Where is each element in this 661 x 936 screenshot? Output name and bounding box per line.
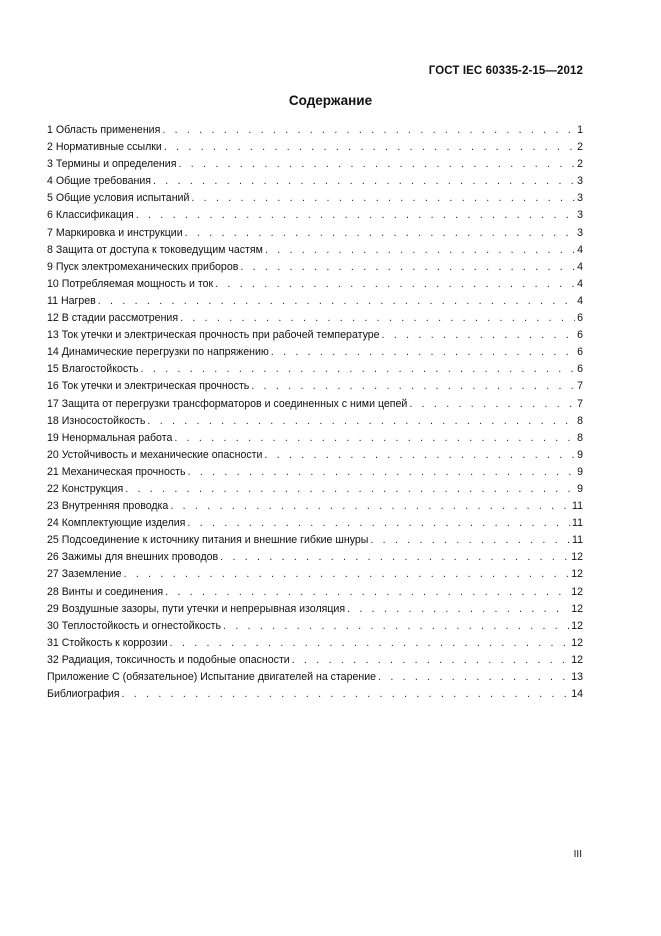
toc-dot-leader <box>271 344 575 361</box>
toc-entry-title: 20 Устойчивость и механические опасности <box>47 448 263 461</box>
toc-entry-page: 2 <box>577 158 583 171</box>
document-code: ГОСТ IEC 60335-2-15—2012 <box>428 65 583 77</box>
toc-entry-page: 3 <box>577 192 583 205</box>
toc-entry <box>47 652 583 669</box>
toc-dot-leader <box>191 190 575 207</box>
toc-entry-page: 6 <box>577 346 583 359</box>
toc-dot-leader <box>251 378 575 395</box>
toc-entry-page: 12 <box>571 568 583 581</box>
toc-dot-leader <box>165 584 569 601</box>
toc-entry-page: 6 <box>577 329 583 342</box>
toc-dot-leader <box>180 310 575 327</box>
toc-entry-title: 30 Теплостойкость и огнестойкость <box>47 619 222 632</box>
toc-entry <box>47 618 583 635</box>
toc-dot-leader <box>215 276 575 293</box>
toc-entry <box>47 601 583 618</box>
toc-entry-page: 12 <box>571 585 583 598</box>
toc-entry-page: 6 <box>577 363 583 376</box>
toc-entry-page: 12 <box>571 636 583 649</box>
toc-dot-leader <box>98 293 575 310</box>
toc-entry <box>47 361 583 378</box>
toc-entry-page: 12 <box>571 551 583 564</box>
toc-dot-leader <box>121 686 569 703</box>
toc-dot-leader <box>223 618 569 635</box>
toc-entry-page: 4 <box>577 277 583 290</box>
toc-entry-title: 8 Защита от доступа к токоведущим частям <box>47 243 263 256</box>
toc-entry-page: 12 <box>571 602 583 615</box>
toc-entry-title: 21 Механическая прочность <box>47 465 186 478</box>
toc-entry-title: 29 Воздушные зазоры, пути утечки и непрерывная изоляция <box>47 602 346 615</box>
toc-entry-page: 14 <box>571 688 583 701</box>
toc-entry-page: 3 <box>577 175 583 188</box>
toc-entry <box>47 481 583 498</box>
toc-entry <box>47 635 583 652</box>
toc-entry <box>47 566 583 583</box>
toc-dot-leader <box>185 225 575 242</box>
toc-entry-title: 22 Конструкция <box>47 482 124 495</box>
toc-entry-page: 3 <box>577 209 583 222</box>
toc-entry <box>47 242 583 259</box>
toc-dot-leader <box>370 532 570 549</box>
toc-dot-leader <box>292 652 569 669</box>
toc-entry-title: 11 Нагрев <box>47 294 96 307</box>
toc-dot-leader <box>170 635 570 652</box>
toc-entry <box>47 259 583 276</box>
toc-entry <box>47 686 583 703</box>
toc-dot-leader <box>264 447 575 464</box>
toc-dot-leader <box>220 549 569 566</box>
toc-entry-title: Библиография <box>47 688 120 701</box>
toc-entry-title: 1 Область применения <box>47 124 161 136</box>
toc-entry-page: 7 <box>577 397 583 410</box>
toc-entry-page: 9 <box>577 448 583 461</box>
toc-entry-title: 26 Зажимы для внешних проводов <box>47 551 219 564</box>
toc-dot-leader <box>147 413 575 430</box>
toc-dot-leader <box>162 122 575 139</box>
toc-entry-title: 14 Динамические перегрузки по напряжению <box>47 346 269 359</box>
toc-entry-page: 6 <box>577 312 583 325</box>
toc-entry-title: 16 Ток утечки и электрическая прочность <box>47 380 250 393</box>
toc-entry-page: 12 <box>571 619 583 632</box>
toc-entry <box>47 344 583 361</box>
toc-entry-page: 12 <box>571 653 583 666</box>
toc-entry-page: 7 <box>577 380 583 393</box>
toc-entry-page: 9 <box>577 482 583 495</box>
toc-entry-title: 31 Стойкость к коррозии <box>47 636 168 649</box>
toc-entry-page: 4 <box>577 260 583 273</box>
toc-entry <box>47 396 583 413</box>
toc-entry <box>47 378 583 395</box>
toc-entry-title: 10 Потребляемая мощность и ток <box>47 277 214 290</box>
toc-entry <box>47 532 583 549</box>
toc-dot-leader <box>170 498 570 515</box>
toc-entry-page: 11 <box>572 517 583 530</box>
toc-entry-page: 9 <box>577 465 583 478</box>
toc-entry <box>47 190 583 207</box>
toc-entry <box>47 413 583 430</box>
toc-entry-title: 13 Ток утечки и электрическая прочность при рабочей температуре <box>47 329 380 342</box>
toc-entry-title: 7 Маркировка и инструкции <box>47 226 183 239</box>
toc-entry <box>47 498 583 515</box>
toc-entry-title: 5 Общие условия испытаний <box>47 192 190 205</box>
toc-dot-leader <box>409 396 575 413</box>
toc-entry-title: 6 Классификация <box>47 209 134 222</box>
page-number: III <box>573 849 582 860</box>
toc-dot-leader <box>125 481 575 498</box>
toc-dot-leader <box>124 566 570 583</box>
toc-entry-page: 11 <box>572 500 583 513</box>
toc-entry-title: Приложение С (обязательное) Испытание двигателей на старение <box>47 671 377 683</box>
toc-entry <box>47 515 583 532</box>
toc-entry <box>47 447 583 464</box>
toc-dot-leader <box>136 207 575 224</box>
toc-entry <box>47 139 583 156</box>
toc-entry-title: 12 В стадии рассмотрения <box>47 312 179 325</box>
toc-entry <box>47 207 583 224</box>
toc-entry-page: 3 <box>577 226 583 239</box>
toc-entry-page: 8 <box>577 431 583 444</box>
toc-entry <box>47 122 583 139</box>
toc-entry <box>47 549 583 566</box>
toc-entry-page: 13 <box>571 671 583 683</box>
toc-entry-title: 23 Внутренняя проводка <box>47 500 169 513</box>
toc-dot-leader <box>265 242 575 259</box>
toc-entry-title: 9 Пуск электромеханических приборов <box>47 260 239 273</box>
toc-entry-title: 18 Износостойкость <box>47 414 146 427</box>
toc-dot-leader <box>378 669 569 686</box>
toc-dot-leader <box>382 327 576 344</box>
toc-entry-title: 17 Защита от перегрузки трансформаторов и соединенных с ними цепей <box>47 397 408 410</box>
toc-entry <box>47 310 583 327</box>
toc-entry <box>47 173 583 190</box>
toc-entry <box>47 225 583 242</box>
toc-dot-leader <box>164 139 575 156</box>
toc-entry-title: 25 Подсоединение к источнику питания и внешние гибкие шнуры <box>47 534 369 547</box>
toc-entry-title: 28 Винты и соединения <box>47 585 164 598</box>
toc-entry <box>47 464 583 481</box>
toc-entry <box>47 669 583 686</box>
toc-entry-page: 8 <box>577 414 583 427</box>
toc-entry-page: 11 <box>572 534 583 547</box>
toc-entry-title: 19 Ненормальная работа <box>47 431 173 444</box>
toc-dot-leader <box>141 361 576 378</box>
toc-dot-leader <box>187 515 570 532</box>
toc-entry-title: 3 Термины и определения <box>47 158 177 171</box>
table-of-contents <box>47 122 583 703</box>
toc-entry-title: 15 Влагостойкость <box>47 363 139 376</box>
toc-entry <box>47 584 583 601</box>
toc-entry-title: 27 Заземление <box>47 568 122 581</box>
toc-entry-page: 1 <box>577 124 583 136</box>
toc-entry <box>47 276 583 293</box>
toc-dot-leader <box>174 430 575 447</box>
toc-entry <box>47 327 583 344</box>
toc-entry-title: 24 Комплектующие изделия <box>47 517 186 530</box>
toc-dot-leader <box>188 464 576 481</box>
toc-entry-page: 4 <box>577 294 583 307</box>
toc-dot-leader <box>240 259 575 276</box>
toc-entry-page: 2 <box>577 141 583 154</box>
toc-entry-title: 4 Общие требования <box>47 175 151 188</box>
toc-dot-leader <box>178 156 575 173</box>
toc-entry-title: 2 Нормативные ссылки <box>47 141 162 154</box>
toc-title: Содержание <box>288 93 373 108</box>
toc-dot-leader <box>347 601 569 618</box>
toc-entry <box>47 293 583 310</box>
toc-dot-leader <box>153 173 575 190</box>
toc-entry <box>47 156 583 173</box>
toc-entry-page: 4 <box>577 243 583 256</box>
toc-entry <box>47 430 583 447</box>
toc-entry-title: 32 Радиация, токсичность и подобные опасности <box>47 653 290 666</box>
